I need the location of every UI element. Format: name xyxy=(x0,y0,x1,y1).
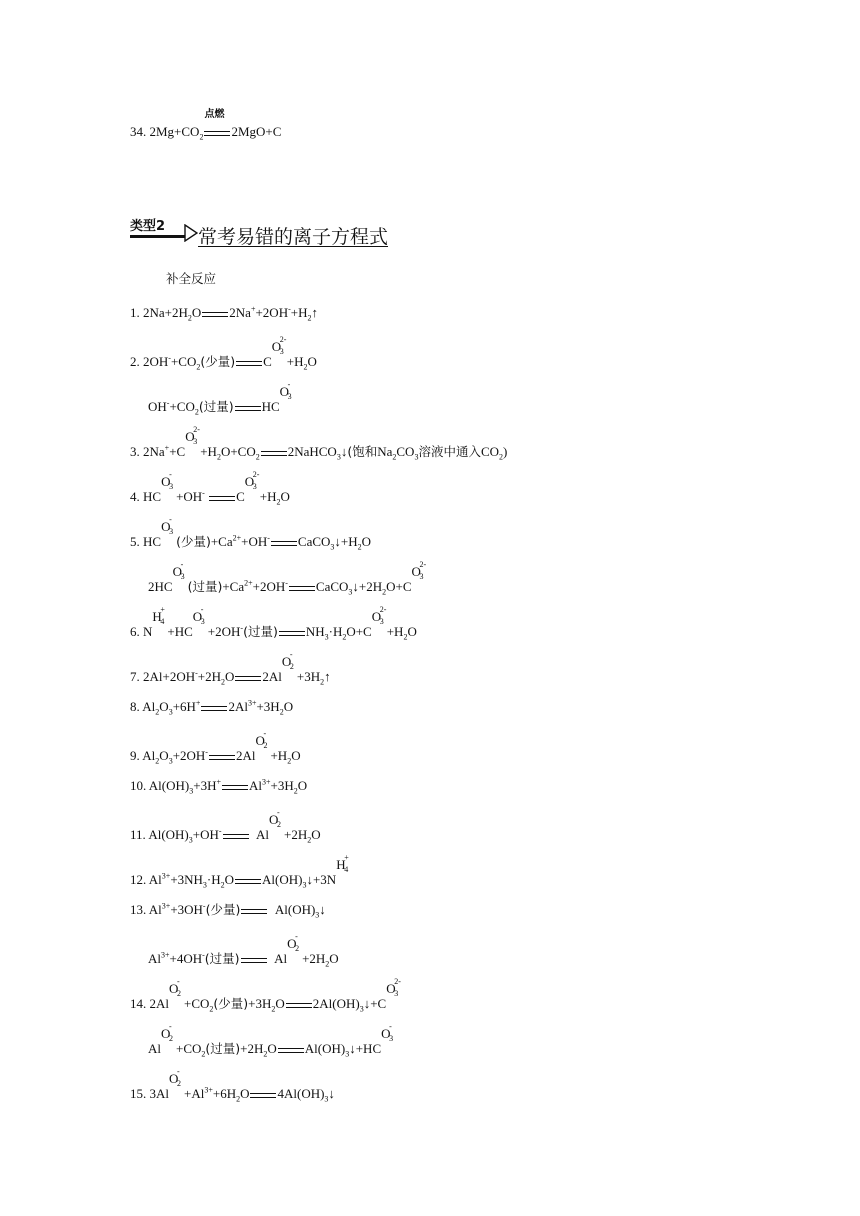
condition-large: (过量) xyxy=(205,1041,241,1056)
equation-6: 6. N H + 4 +HC O - 3 +2OH-(过量) $NH_3\cdot H_2O+C$ O 2- 3 $+H_2O$ xyxy=(130,605,417,642)
equation-number: 15. xyxy=(130,1086,150,1101)
equation-3: 3. 2Na++C O 2- 3 $+H_2O+CO_2$ 2NaHCO$_3$↓(饱和$Na_2CO_3$溶液中通入$CO_2$) xyxy=(130,425,508,462)
condition-label: 点燃 xyxy=(204,109,225,120)
condition-small: (少量) xyxy=(205,902,241,917)
equation-number: 9. xyxy=(130,748,143,763)
equation-number: 6. xyxy=(130,624,143,639)
equation-number: 8. xyxy=(130,699,143,714)
section-badge: 类型2 xyxy=(130,219,166,234)
section-header xyxy=(130,218,450,258)
equation-34: 34. $2Mg+CO_2$ 点燃 2MgO+C xyxy=(130,109,282,142)
equation-number: 11. xyxy=(130,827,149,842)
equation-5b: 2HC O - 3 (过量)$+Ca^{2+}+2OH^-$ $CaCO_3↓+2H_2O+C$ O 2- 3 xyxy=(148,560,427,597)
equation-11: 11. $Al(OH)_3+OH^-$ Al O - 2 $+2H_2O$ xyxy=(130,808,321,845)
equation-15: 15. 3Al O - 2 $+Al^{3+}+6H_2O$ $4Al(OH)_3↓$ xyxy=(130,1067,335,1104)
badge-underline xyxy=(130,235,186,238)
equation-number: 10. xyxy=(130,778,149,793)
equation-10: 10. $Al(OH)_3+3H^+$ $Al^{3+}+3H_2O$ xyxy=(130,777,308,796)
equation-number: 34. xyxy=(130,124,150,139)
equation-9: 9. $Al_2O_3+2OH^-$ 2Al O - 2 $+H_2O$ xyxy=(130,729,301,766)
note-middle: 溶液中通入 xyxy=(418,444,481,459)
equation-number: 5. xyxy=(130,534,143,549)
equation-1: 1. $2Na+2H_2O$ $2Na^++2OH^-+H_2↑$ xyxy=(130,304,318,323)
equation-2b: $OH^-+CO_2$(过量) HC O - 3 xyxy=(148,380,292,417)
condition-large: (过量) xyxy=(204,951,240,966)
equation-14a: 14. 2Al O - 2 $+CO_2$(少量)$+3H_2O$ $2Al(OH)_3↓+C$ O 2- 3 xyxy=(130,977,401,1014)
equation-14b: Al O - 2 $+CO_2$(过量)$+2H_2O$ $Al(OH)_3↓+HC$ O - 3 xyxy=(148,1022,394,1059)
equation-12: 12. $Al^{3+}+3NH_3\cdot H_2O$ $Al(OH)_3↓+3N$ H + 4 xyxy=(130,853,349,890)
condition-large: (过量) xyxy=(198,399,234,414)
equation-2a: 2. $2OH^-+CO_2$(少量) C O 2- 3 $+H_2O$ xyxy=(130,335,317,372)
equation-4: 4. HC O - 3 +OH- C O 2- 3 $+H_2O$ xyxy=(130,470,290,507)
reaction-condition xyxy=(203,109,231,140)
equation-number: 3. xyxy=(130,444,143,459)
equation-number: 12. xyxy=(130,872,149,887)
section-title: 常考易错的离子方程式 xyxy=(198,226,389,248)
note-open: (饱和 xyxy=(347,444,378,459)
equation-8: 8. $Al_2O_3+6H^+$ $2Al^{3+}+3H_2O$ xyxy=(130,698,294,717)
note-close: ) xyxy=(503,444,508,459)
equation-number: 13. xyxy=(130,902,149,917)
equation-7: 7. $2Al+2OH^-+2H_2O$ 2Al O - 2 $+3H_2↑$ xyxy=(130,650,331,687)
equation-5a: 5. HC O - 3 (少量)$+Ca^{2+}+OH^-$ $CaCO_3↓+H_2O$ xyxy=(130,515,372,552)
equation-number: 4. xyxy=(130,489,143,504)
condition-large: (过量) xyxy=(243,624,278,639)
condition-small: (少量) xyxy=(213,996,249,1011)
equation-number: 7. xyxy=(130,669,143,684)
condition-large: (过量) xyxy=(187,579,223,594)
condition-small: (少量) xyxy=(176,534,211,549)
section-intro: 补全反应 xyxy=(166,271,217,286)
equation-13a: 13. $Al^{3+}+3OH^-$(少量) $Al(OH)_3↓$ xyxy=(130,901,326,920)
arrow-right-icon xyxy=(184,224,198,242)
equation-number: 14. xyxy=(130,996,150,1011)
condition-small: (少量) xyxy=(200,354,236,369)
equation-number: 2. xyxy=(130,354,143,369)
equation-13b: $Al^{3+}+4OH^-$(过量) Al O - 2 $+2H_2O$ xyxy=(148,932,339,969)
equation-number: 1. xyxy=(130,305,143,320)
